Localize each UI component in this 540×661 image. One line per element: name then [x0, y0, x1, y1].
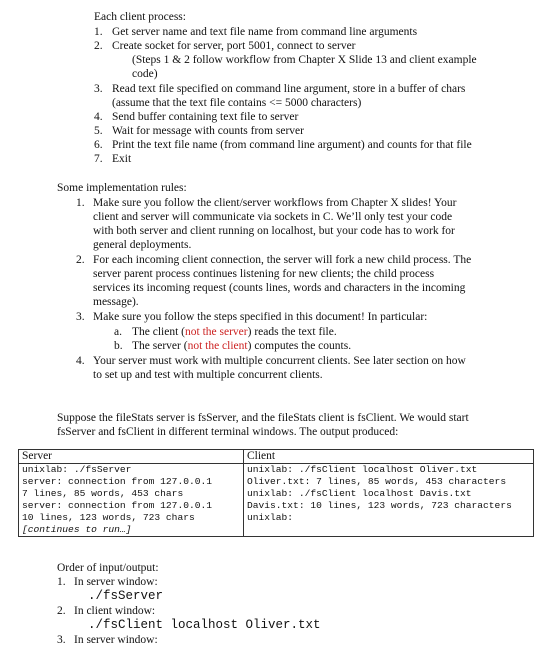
step-text: Read text file specified on command line argument, store in a buffer of chars	[112, 83, 466, 95]
server-output-line: unixlab: ./fsServer	[22, 464, 132, 475]
step-subtext: (Steps 1 & 2 follow workflow from Chapter X Slide 13 and client example	[132, 54, 477, 66]
client-output-line: Davis.txt: 10 lines, 123 words, 723 characters	[247, 500, 512, 511]
server-output-line: server: connection from 127.0.0.1	[22, 500, 212, 511]
server-output-line: 10 lines, 123 words, 723 chars	[22, 512, 195, 523]
rule-line: general deployments.	[93, 239, 192, 251]
rules-heading: Some implementation rules:	[57, 182, 187, 194]
sub-rule-letter: a.	[114, 326, 122, 338]
client-output-cell	[244, 464, 534, 537]
output-table	[18, 449, 534, 537]
step-number: 3.	[94, 83, 103, 95]
paragraph-line: fsServer and fsClient in different terminal windows. The output produced:	[57, 426, 399, 438]
order-command: ./fsClient localhost Oliver.txt	[88, 618, 321, 632]
rule-number: 1.	[76, 197, 85, 209]
step-number: 2.	[94, 40, 103, 52]
step-text: Wait for message with counts from server	[112, 125, 304, 137]
sub-rule-text: The server (not the client) computes the counts.	[132, 340, 352, 352]
rule-line: For each incoming client connection, the server will fork a new child process. The	[93, 254, 472, 266]
server-continues-note: [continues to run…]	[22, 524, 132, 535]
client-output-line: Oliver.txt: 7 lines, 85 words, 453 characters	[247, 476, 507, 487]
step-text: Exit	[112, 153, 132, 165]
order-heading: Order of input/output:	[57, 562, 159, 574]
client-output-line: unixlab: ./fsClient localhost Davis.txt	[247, 488, 472, 499]
sub-rule-letter: b.	[114, 340, 123, 352]
step-text: Create socket for server, port 5001, connect to server	[112, 40, 356, 52]
table-header-row	[19, 450, 534, 464]
server-output-line: server: connection from 127.0.0.1	[22, 476, 212, 487]
order-number: 2.	[57, 605, 66, 617]
table-row	[19, 464, 534, 537]
rule-line: services its incoming request (counts lines, words and characters in the incoming	[93, 282, 466, 294]
emphasis-red: not the client	[187, 340, 248, 352]
rule-line: server parent process continues listening for new clients; the child process	[93, 268, 435, 280]
step-text: Print the text file name (from command line argument) and counts for that file	[112, 139, 472, 151]
rule-line: with both server and client running on localhost, but your code has to work for	[93, 225, 455, 237]
step-text-cont: (assume that the text file contains <= 5000 characters)	[112, 97, 362, 109]
step-text: Get server name and text file name from command line arguments	[112, 26, 418, 38]
client-column-header: Client	[244, 450, 534, 464]
rule-line: client and server will communicate via sockets in C. We’ll only test your code	[93, 211, 453, 223]
client-process-heading: Each client process:	[94, 11, 186, 23]
rule-line: message).	[93, 296, 139, 308]
server-output-line: 7 lines, 85 words, 453 chars	[22, 488, 184, 499]
order-command: ./fsServer	[88, 589, 164, 603]
step-text: Send buffer containing text file to server	[112, 111, 299, 123]
server-output-cell	[19, 464, 244, 537]
step-number: 5.	[94, 125, 103, 137]
step-subtext: code)	[132, 68, 158, 80]
client-output-line: unixlab: ./fsClient localhost Oliver.txt	[247, 464, 478, 475]
server-column-header: Server	[19, 450, 244, 464]
rule-line: to set up and test with multiple concurrent clients.	[93, 369, 323, 381]
rule-number: 3.	[76, 311, 85, 323]
order-number: 1.	[57, 576, 66, 588]
paragraph-line: Suppose the fileStats server is fsServer, and the fileStats client is fsClient. We would start	[57, 412, 469, 424]
emphasis-red: not the server	[185, 326, 248, 338]
step-number: 7.	[94, 153, 103, 165]
order-text: In server window:	[74, 634, 158, 646]
order-number: 3.	[57, 634, 66, 646]
rule-number: 4.	[76, 355, 85, 367]
rule-line: Your server must work with multiple concurrent clients. See later section on how	[93, 355, 466, 367]
order-text: In client window:	[74, 605, 156, 617]
rule-line: Make sure you follow the client/server workflows from Chapter X slides! Your	[93, 197, 457, 209]
client-output-line: unixlab:	[247, 512, 294, 523]
step-number: 6.	[94, 139, 103, 151]
order-text: In server window:	[74, 576, 158, 588]
rule-line: Make sure you follow the steps specified in this document! In particular:	[93, 311, 428, 323]
sub-rule-text: The client (not the server) reads the text file.	[132, 326, 337, 338]
step-number: 1.	[94, 26, 103, 38]
step-number: 4.	[94, 111, 103, 123]
rule-number: 2.	[76, 254, 85, 266]
